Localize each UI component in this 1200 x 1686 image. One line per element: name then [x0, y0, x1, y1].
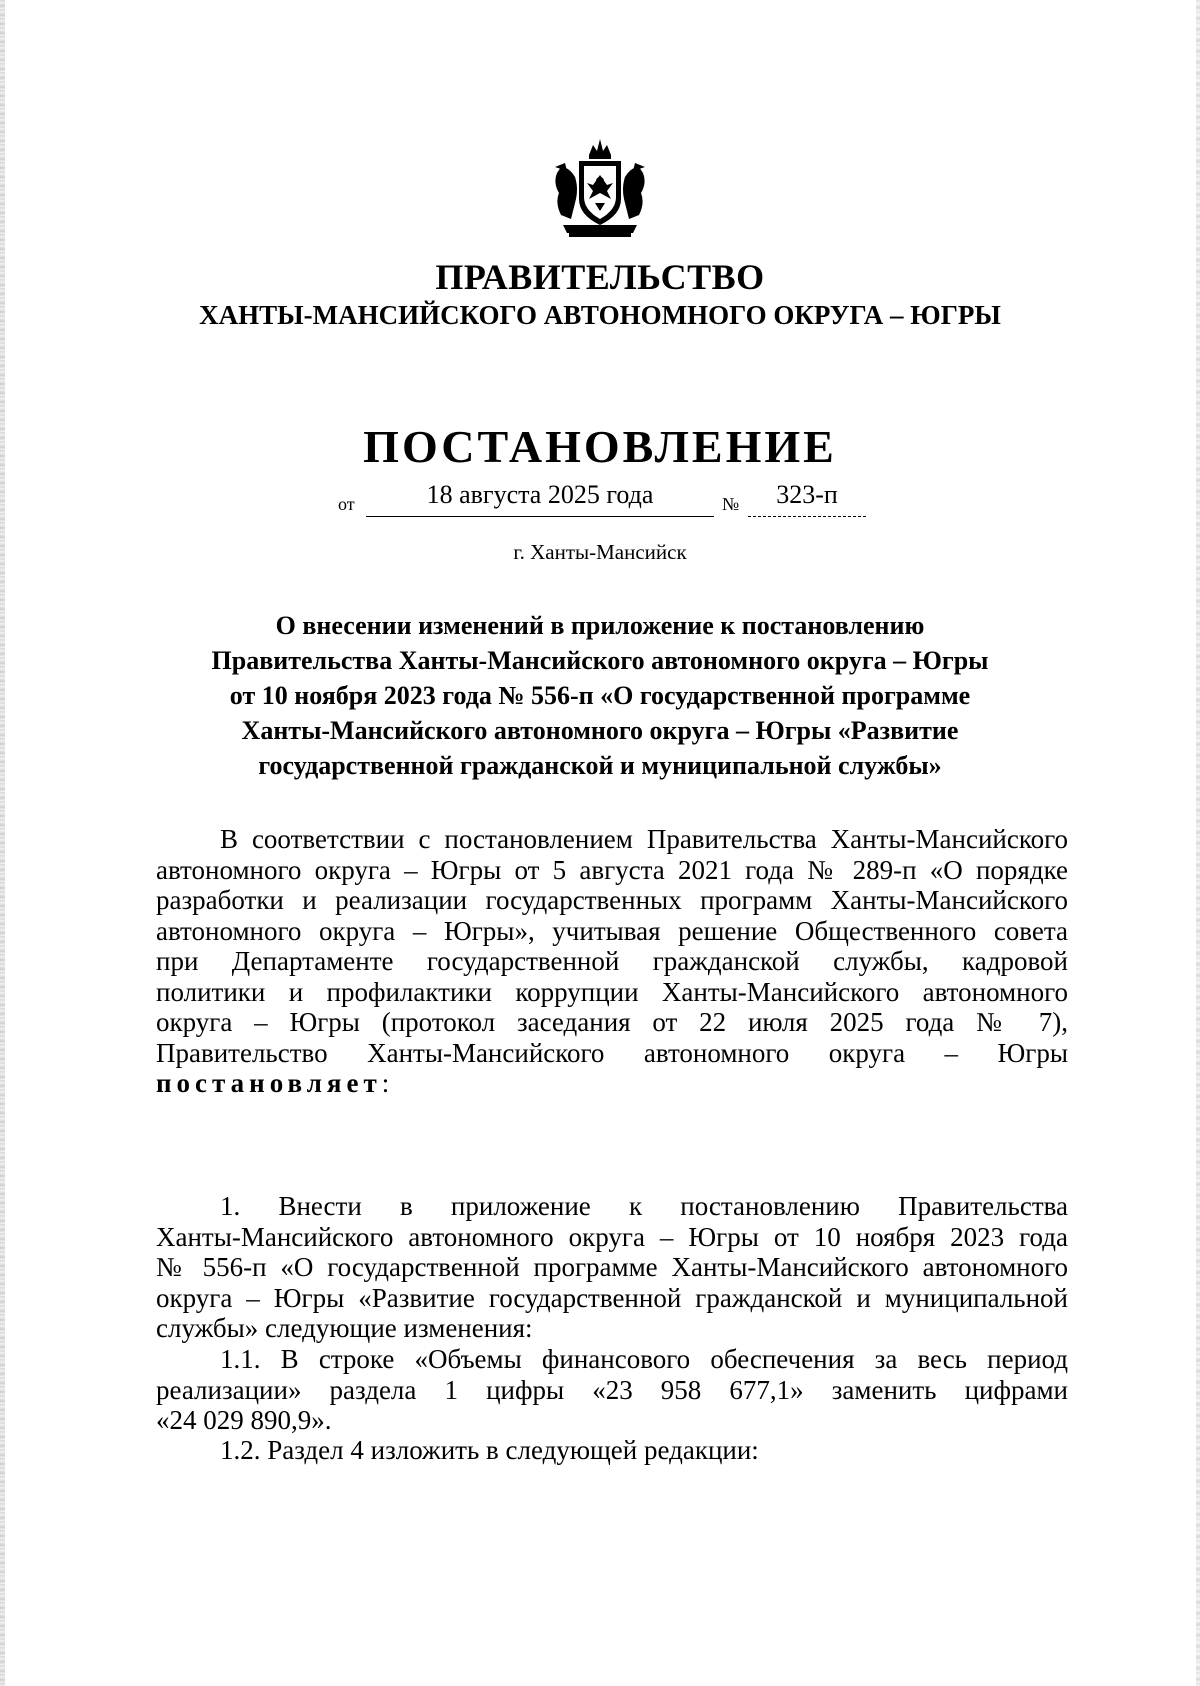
- preamble-line: политики и профилактики коррупции Ханты-Мансийского автономного: [156, 976, 1068, 1007]
- preamble-line: разработки и реализации государственных программ Ханты-Мансийского: [156, 885, 1068, 915]
- government-title: ПРАВИТЕЛЬСТВО: [435, 257, 765, 297]
- heading-line: Правительства Ханты-Мансийского автономного округа – Югры: [211, 646, 989, 675]
- item-1-1-line: 1.1. В строке «Объемы финансового обеспечения за весь период: [220, 1344, 1068, 1374]
- decree-line: [156, 1068, 1068, 1099]
- item-1-2-paragraph: [156, 1435, 1068, 1466]
- document-number: 323-п: [748, 482, 866, 517]
- item-1-line: округа – Югры «Развитие государственной гражданской и муниципальной: [156, 1282, 1068, 1313]
- heading-line: государственной гражданской и муниципальной службы»: [258, 751, 942, 780]
- date-prefix: от: [338, 494, 355, 514]
- government-subtitle: ХАНТЫ-МАНСИЙСКОГО АВТОНОМНОГО ОКРУГА – ЮГРЫ: [199, 300, 1001, 330]
- decree-colon: :: [381, 1068, 390, 1098]
- item-1-1-line: реализации» раздела 1 цифры «23 958 677,1» заменить цифрами: [156, 1374, 1068, 1405]
- preamble-line: округа – Югры (протокол заседания от 22 июля 2025 года № 7),: [156, 1007, 1068, 1037]
- number-sign: №: [722, 494, 740, 514]
- item-1-line: Ханты-Мансийского автономного округа – Югры от 10 ноября 2023 года: [156, 1221, 1068, 1252]
- item-1-paragraph: [156, 1191, 1068, 1344]
- preamble-line: автономного округа – Югры», учитывая решение Общественного совета: [156, 915, 1068, 946]
- preamble-line: автономного округа – Югры от 5 августа 2021 года № 289-п «О порядке: [156, 854, 1068, 885]
- item-1-2-line: 1.2. Раздел 4 изложить в следующей редакции:: [220, 1435, 759, 1465]
- coat-of-arms-icon: [549, 133, 651, 241]
- item-1-1-line: «24 029 890,9».: [156, 1405, 332, 1435]
- item-1-1-paragraph: [156, 1344, 1068, 1436]
- scan-edge-left: [0, 0, 5, 1686]
- heading-line: О внесении изменений в приложение к постановлению: [275, 611, 925, 640]
- scan-edge-right: [1196, 0, 1200, 1686]
- item-1-line: службы» следующие изменения:: [156, 1313, 533, 1343]
- item-1-line: 1. Внести в приложение к постановлению Правительства: [220, 1191, 1068, 1221]
- date-number-row: [0, 482, 1200, 522]
- document-date: 18 августа 2025 года: [366, 482, 714, 517]
- heading-line: Ханты-Мансийского автономного округа – Югры «Развитие: [241, 716, 959, 745]
- document-type: ПОСТАНОВЛЕНИЕ: [363, 421, 837, 472]
- preamble-line: при Департаменте государственной гражданской службы, кадровой: [156, 946, 1068, 976]
- document-heading: [150, 608, 1050, 783]
- decree-word: постановляет: [156, 1068, 382, 1098]
- preamble-paragraph: [156, 824, 1068, 1099]
- preamble-line: Правительство Ханты-Мансийского автономного округа – Югры: [156, 1037, 1068, 1068]
- city: г. Ханты-Мансийск: [513, 540, 687, 564]
- heading-line: от 10 ноября 2023 года № 556-п «О государственной программе: [229, 681, 971, 710]
- item-1-line: № 556-п «О государственной программе Ханты-Мансийского автономного: [156, 1252, 1068, 1282]
- preamble-line: В соответствии с постановлением Правительства Ханты-Мансийского: [220, 824, 1068, 854]
